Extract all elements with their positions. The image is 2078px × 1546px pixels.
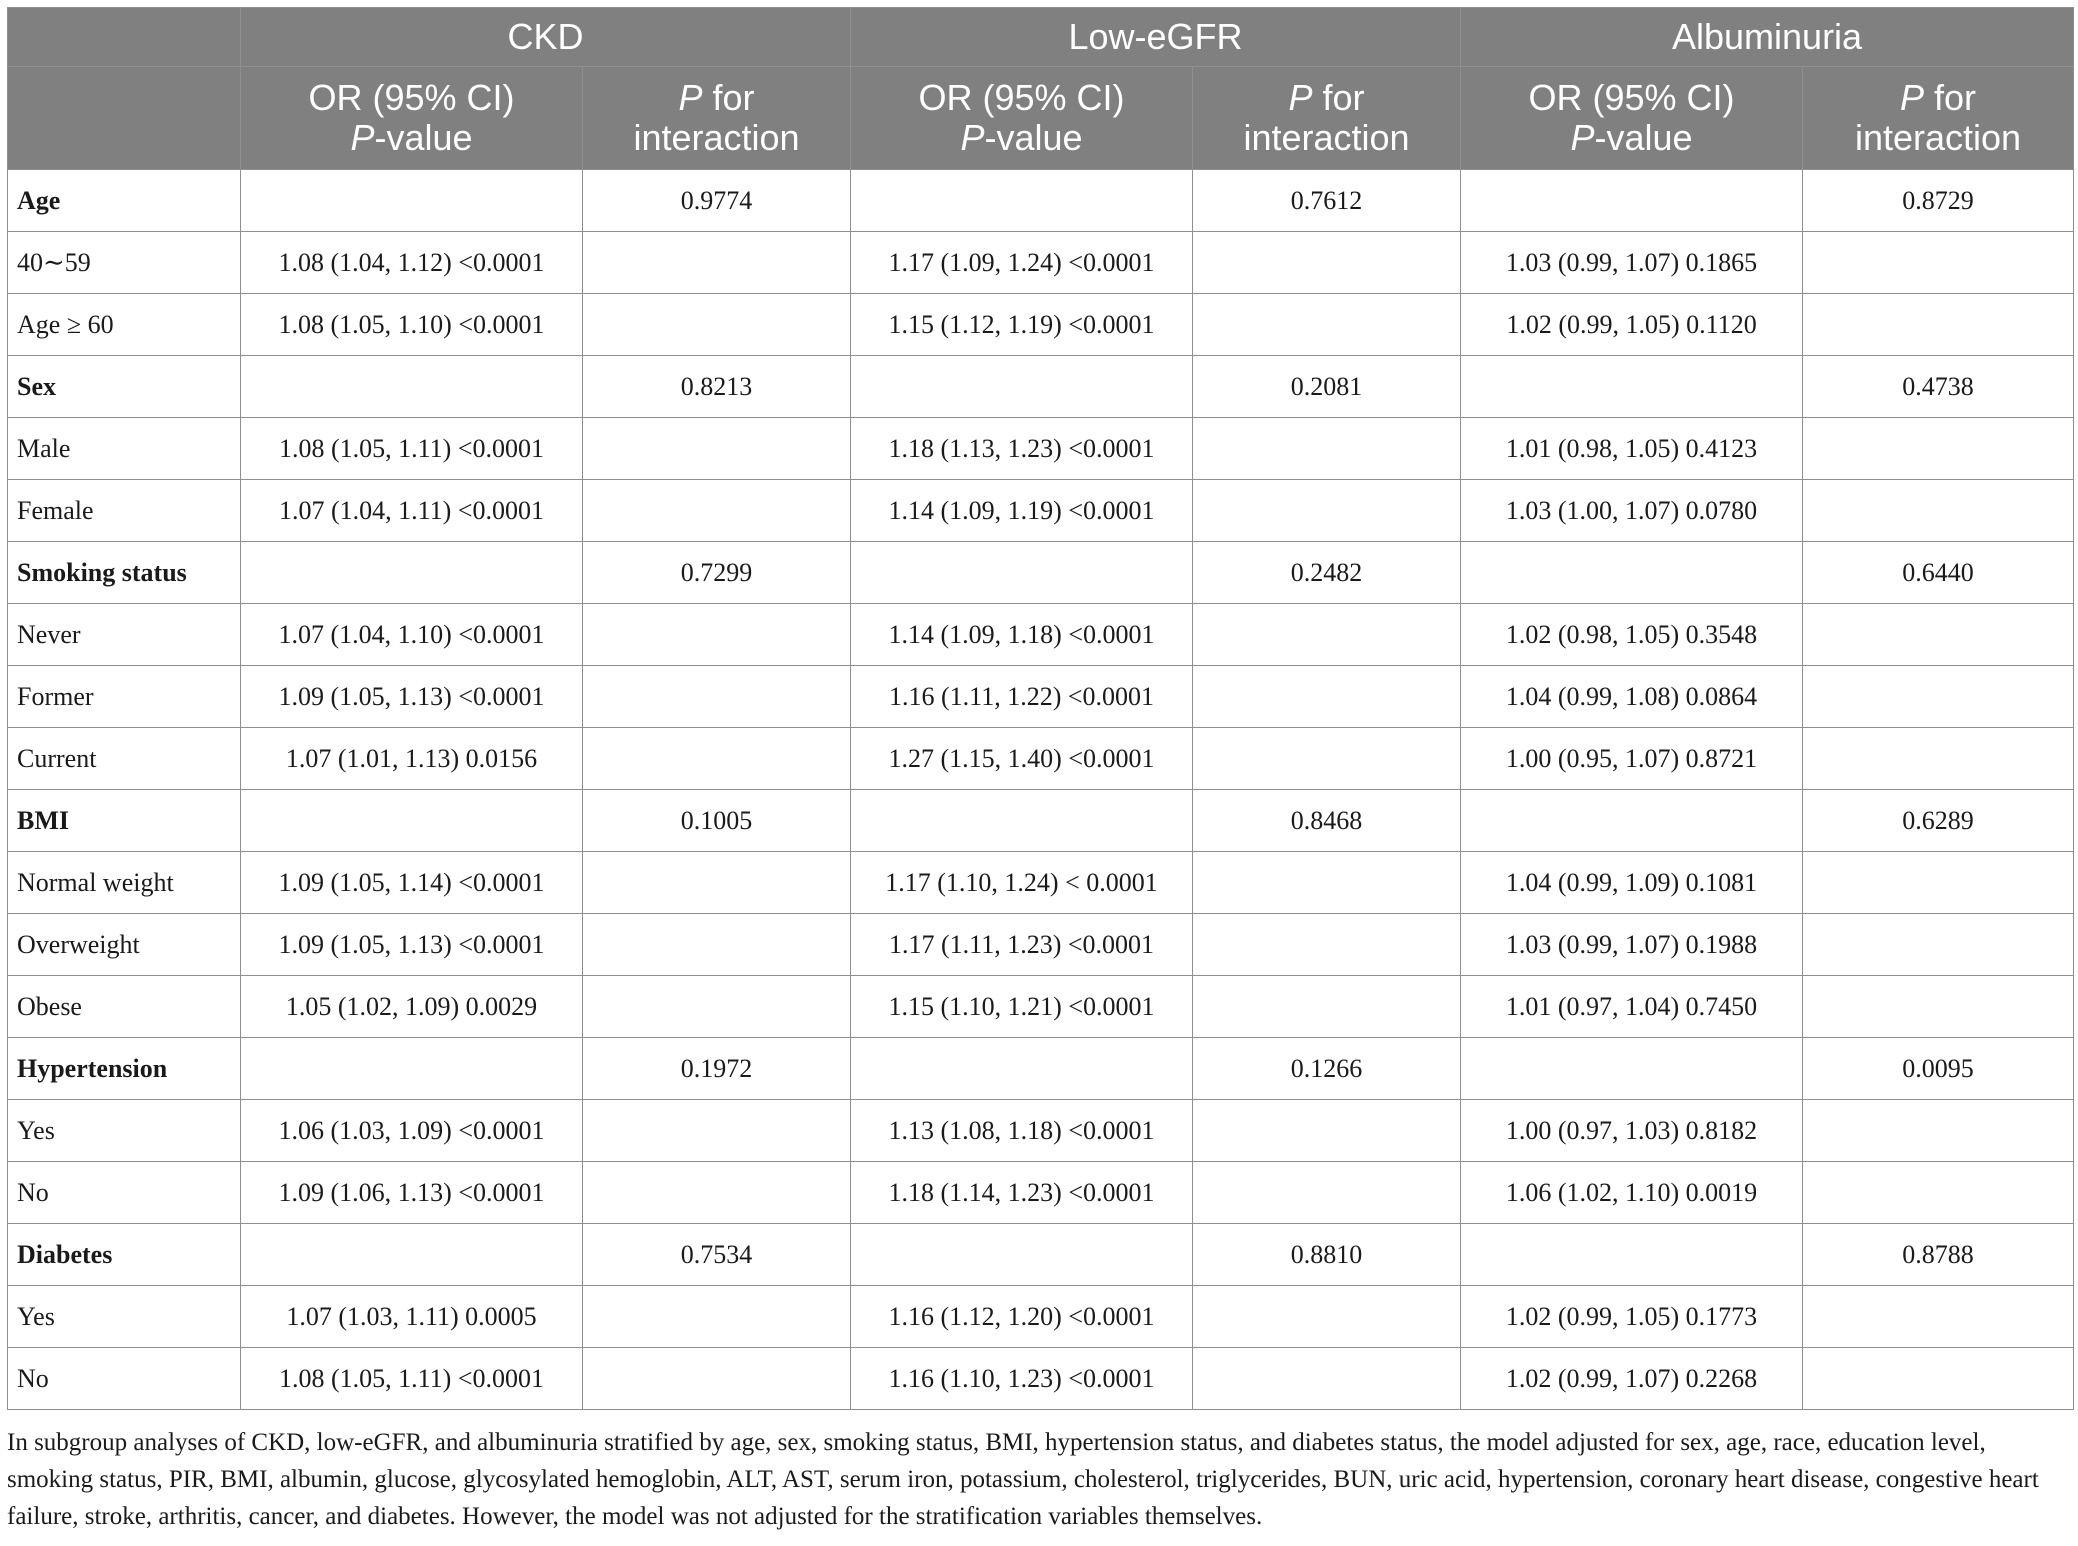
subgroup-analysis-table <box>7 7 2074 1410</box>
header-group-low-egfr: Low-eGFR <box>851 8 1461 67</box>
table-row <box>8 1100 2074 1162</box>
or-ci-cell: 1.07 (1.03, 1.11) 0.0005 <box>241 1286 583 1348</box>
header-pvalue-suffix: -value <box>374 117 473 158</box>
p-interaction-cell: 0.1972 <box>583 1038 851 1100</box>
or-ci-cell: 1.00 (0.95, 1.07) 0.8721 <box>1461 728 1803 790</box>
or-ci-cell <box>851 790 1193 852</box>
document-page <box>7 7 2073 1535</box>
p-interaction-cell: 0.8213 <box>583 356 851 418</box>
or-ci-cell: 1.18 (1.13, 1.23) <0.0001 <box>851 418 1193 480</box>
header-pvalue-suffix: -value <box>984 117 1083 158</box>
header-p-for: for <box>702 77 755 118</box>
p-interaction-cell: 0.0095 <box>1803 1038 2074 1100</box>
or-ci-cell: 1.02 (0.99, 1.07) 0.2268 <box>1461 1348 1803 1410</box>
header-p-interaction <box>1193 67 1461 170</box>
or-ci-cell: 1.17 (1.10, 1.24) < 0.0001 <box>851 852 1193 914</box>
table-row <box>8 418 2074 480</box>
or-ci-cell <box>851 542 1193 604</box>
or-ci-cell <box>851 1038 1193 1100</box>
p-interaction-cell: 0.2482 <box>1193 542 1461 604</box>
or-ci-cell: 1.01 (0.97, 1.04) 0.7450 <box>1461 976 1803 1038</box>
header-p-for: for <box>1924 77 1977 118</box>
p-interaction-cell: 0.7299 <box>583 542 851 604</box>
or-ci-cell <box>1461 1038 1803 1100</box>
subgroup-label: Overweight <box>8 914 241 976</box>
p-interaction-cell <box>1193 1286 1461 1348</box>
p-interaction-cell <box>1803 232 2074 294</box>
header-pvalue-suffix: -value <box>1594 117 1693 158</box>
p-interaction-cell <box>1193 418 1461 480</box>
p-interaction-cell: 0.9774 <box>583 170 851 232</box>
or-ci-cell: 1.05 (1.02, 1.09) 0.0029 <box>241 976 583 1038</box>
or-ci-cell: 1.07 (1.04, 1.10) <0.0001 <box>241 604 583 666</box>
header-p-letter: P <box>350 117 375 158</box>
p-interaction-cell: 0.8788 <box>1803 1224 2074 1286</box>
table-row <box>8 728 2074 790</box>
or-ci-cell <box>241 356 583 418</box>
or-ci-cell: 1.16 (1.10, 1.23) <0.0001 <box>851 1348 1193 1410</box>
p-interaction-cell <box>1193 232 1461 294</box>
or-ci-cell: 1.13 (1.08, 1.18) <0.0001 <box>851 1100 1193 1162</box>
p-interaction-cell: 0.8810 <box>1193 1224 1461 1286</box>
p-interaction-cell: 0.4738 <box>1803 356 2074 418</box>
or-ci-cell: 1.07 (1.01, 1.13) 0.0156 <box>241 728 583 790</box>
table-row <box>8 1162 2074 1224</box>
header-group-ckd: CKD <box>241 8 851 67</box>
table-row <box>8 480 2074 542</box>
p-interaction-cell <box>1803 852 2074 914</box>
or-ci-cell <box>241 1038 583 1100</box>
or-ci-cell: 1.06 (1.02, 1.10) 0.0019 <box>1461 1162 1803 1224</box>
table-row <box>8 1348 2074 1410</box>
subgroup-label: Current <box>8 728 241 790</box>
header-p-letter: P <box>960 117 985 158</box>
subgroup-label: Normal weight <box>8 852 241 914</box>
table-group-row <box>8 1224 2074 1286</box>
header-p-letter: P <box>1900 77 1925 118</box>
or-ci-cell: 1.04 (0.99, 1.09) 0.1081 <box>1461 852 1803 914</box>
p-interaction-cell: 0.2081 <box>1193 356 1461 418</box>
p-interaction-cell <box>1193 604 1461 666</box>
or-ci-cell <box>1461 542 1803 604</box>
p-interaction-cell <box>583 728 851 790</box>
header-or-line1: OR (95% CI) <box>918 77 1125 118</box>
header-p-for: for <box>1312 77 1365 118</box>
p-interaction-cell <box>583 852 851 914</box>
p-interaction-cell <box>1193 1100 1461 1162</box>
or-ci-cell: 1.09 (1.05, 1.13) <0.0001 <box>241 666 583 728</box>
p-interaction-cell <box>1803 666 2074 728</box>
p-interaction-cell <box>1803 480 2074 542</box>
or-ci-cell <box>851 356 1193 418</box>
table-row <box>8 1286 2074 1348</box>
table-row <box>8 232 2074 294</box>
subgroup-label: Never <box>8 604 241 666</box>
group-label: Diabetes <box>8 1224 241 1286</box>
subgroup-label: No <box>8 1162 241 1224</box>
subgroup-label: Obese <box>8 976 241 1038</box>
or-ci-cell: 1.03 (1.00, 1.07) 0.0780 <box>1461 480 1803 542</box>
header-or-ci <box>851 67 1193 170</box>
p-interaction-cell <box>1193 294 1461 356</box>
header-group-albuminuria: Albuminuria <box>1461 8 2074 67</box>
p-interaction-cell <box>583 232 851 294</box>
or-ci-cell <box>241 790 583 852</box>
header-corner-cell <box>8 8 241 67</box>
subgroup-label: 40∼59 <box>8 232 241 294</box>
or-ci-cell <box>241 542 583 604</box>
or-ci-cell: 1.06 (1.03, 1.09) <0.0001 <box>241 1100 583 1162</box>
or-ci-cell: 1.00 (0.97, 1.03) 0.8182 <box>1461 1100 1803 1162</box>
or-ci-cell: 1.08 (1.05, 1.10) <0.0001 <box>241 294 583 356</box>
or-ci-cell: 1.08 (1.04, 1.12) <0.0001 <box>241 232 583 294</box>
p-interaction-cell <box>583 1162 851 1224</box>
p-interaction-cell <box>583 1100 851 1162</box>
p-interaction-cell: 0.7534 <box>583 1224 851 1286</box>
p-interaction-cell <box>583 1348 851 1410</box>
subgroup-label: Yes <box>8 1286 241 1348</box>
p-interaction-cell: 0.8729 <box>1803 170 2074 232</box>
p-interaction-cell <box>583 480 851 542</box>
or-ci-cell <box>1461 170 1803 232</box>
p-interaction-cell <box>583 976 851 1038</box>
table-group-row <box>8 1038 2074 1100</box>
table-body <box>8 170 2074 1410</box>
header-or-ci <box>241 67 583 170</box>
p-interaction-cell <box>1193 976 1461 1038</box>
p-interaction-cell <box>583 418 851 480</box>
or-ci-cell: 1.17 (1.11, 1.23) <0.0001 <box>851 914 1193 976</box>
or-ci-cell: 1.16 (1.12, 1.20) <0.0001 <box>851 1286 1193 1348</box>
or-ci-cell: 1.16 (1.11, 1.22) <0.0001 <box>851 666 1193 728</box>
p-interaction-cell <box>583 914 851 976</box>
p-interaction-cell <box>1193 480 1461 542</box>
p-interaction-cell: 0.1266 <box>1193 1038 1461 1100</box>
or-ci-cell <box>241 170 583 232</box>
table-row <box>8 294 2074 356</box>
p-interaction-cell <box>583 666 851 728</box>
header-p-interaction <box>583 67 851 170</box>
or-ci-cell: 1.17 (1.09, 1.24) <0.0001 <box>851 232 1193 294</box>
or-ci-cell <box>241 1224 583 1286</box>
p-interaction-cell <box>1193 1348 1461 1410</box>
header-p-letter: P <box>1570 117 1595 158</box>
or-ci-cell: 1.15 (1.12, 1.19) <0.0001 <box>851 294 1193 356</box>
group-label: Age <box>8 170 241 232</box>
header-p-interaction <box>1803 67 2074 170</box>
header-or-ci <box>1461 67 1803 170</box>
p-interaction-cell <box>1803 1348 2074 1410</box>
or-ci-cell: 1.09 (1.05, 1.14) <0.0001 <box>241 852 583 914</box>
table-footnote: In subgroup analyses of CKD, low-eGFR, and albuminuria stratified by age, sex, smoking status, BMI, hypertension status, and diabetes status, the model adjusted for sex, age, race, education level, smoking status, PIR, BMI, albumin, glucose, glycosylated hemoglobin, ALT, AST, serum iron, potassium, cholesterol, triglycerides, BUN, uric acid, hypertension, coronary heart disease, congestive heart failure, stroke, arthritis, cancer, and diabetes. However, the model was not adjusted for the stratification variables themselves. <box>7 1429 2039 1530</box>
table-row <box>8 666 2074 728</box>
header-or-line1: OR (95% CI) <box>1528 77 1735 118</box>
p-interaction-cell <box>1803 1286 2074 1348</box>
or-ci-cell: 1.02 (0.99, 1.05) 0.1773 <box>1461 1286 1803 1348</box>
p-interaction-cell <box>1193 1162 1461 1224</box>
or-ci-cell: 1.15 (1.10, 1.21) <0.0001 <box>851 976 1193 1038</box>
p-interaction-cell: 0.6289 <box>1803 790 2074 852</box>
header-p-letter: P <box>1288 77 1313 118</box>
or-ci-cell <box>1461 1224 1803 1286</box>
p-interaction-cell: 0.8468 <box>1193 790 1461 852</box>
subgroup-label: Female <box>8 480 241 542</box>
p-interaction-cell: 0.7612 <box>1193 170 1461 232</box>
header-subcorner-cell <box>8 67 241 170</box>
p-interaction-cell <box>1193 914 1461 976</box>
p-interaction-cell <box>1803 728 2074 790</box>
table-row <box>8 852 2074 914</box>
subgroup-label: Yes <box>8 1100 241 1162</box>
p-interaction-cell <box>1803 1162 2074 1224</box>
p-interaction-cell <box>1803 1100 2074 1162</box>
table-row <box>8 914 2074 976</box>
p-interaction-cell <box>1803 976 2074 1038</box>
p-interaction-cell <box>1193 852 1461 914</box>
p-interaction-cell <box>583 1286 851 1348</box>
header-interaction-word: interaction <box>1243 117 1410 158</box>
header-interaction-word: interaction <box>633 117 800 158</box>
p-interaction-cell <box>1803 604 2074 666</box>
p-interaction-cell <box>583 604 851 666</box>
p-interaction-cell <box>1803 914 2074 976</box>
p-interaction-cell <box>1803 294 2074 356</box>
or-ci-cell <box>1461 790 1803 852</box>
subgroup-label: No <box>8 1348 241 1410</box>
group-label: Sex <box>8 356 241 418</box>
or-ci-cell: 1.01 (0.98, 1.05) 0.4123 <box>1461 418 1803 480</box>
group-label: Smoking status <box>8 542 241 604</box>
or-ci-cell <box>851 1224 1193 1286</box>
or-ci-cell <box>1461 356 1803 418</box>
or-ci-cell: 1.09 (1.05, 1.13) <0.0001 <box>241 914 583 976</box>
header-or-line1: OR (95% CI) <box>308 77 515 118</box>
or-ci-cell <box>851 170 1193 232</box>
subgroup-label: Male <box>8 418 241 480</box>
table-header <box>8 8 2074 170</box>
or-ci-cell: 1.07 (1.04, 1.11) <0.0001 <box>241 480 583 542</box>
or-ci-cell: 1.03 (0.99, 1.07) 0.1988 <box>1461 914 1803 976</box>
group-label: Hypertension <box>8 1038 241 1100</box>
header-row-groups <box>8 8 2074 67</box>
or-ci-cell: 1.09 (1.06, 1.13) <0.0001 <box>241 1162 583 1224</box>
p-interaction-cell <box>1803 418 2074 480</box>
or-ci-cell: 1.02 (0.98, 1.05) 0.3548 <box>1461 604 1803 666</box>
table-group-row <box>8 356 2074 418</box>
table-group-row <box>8 542 2074 604</box>
p-interaction-cell <box>1193 666 1461 728</box>
header-row-columns <box>8 67 2074 170</box>
p-interaction-cell <box>583 294 851 356</box>
or-ci-cell: 1.03 (0.99, 1.07) 0.1865 <box>1461 232 1803 294</box>
or-ci-cell: 1.08 (1.05, 1.11) <0.0001 <box>241 1348 583 1410</box>
table-group-row <box>8 170 2074 232</box>
or-ci-cell: 1.18 (1.14, 1.23) <0.0001 <box>851 1162 1193 1224</box>
header-p-letter: P <box>678 77 703 118</box>
subgroup-label: Age ≥ 60 <box>8 294 241 356</box>
p-interaction-cell <box>1193 728 1461 790</box>
table-row <box>8 604 2074 666</box>
or-ci-cell: 1.04 (0.99, 1.08) 0.0864 <box>1461 666 1803 728</box>
or-ci-cell: 1.27 (1.15, 1.40) <0.0001 <box>851 728 1193 790</box>
p-interaction-cell: 0.1005 <box>583 790 851 852</box>
header-interaction-word: interaction <box>1854 117 2022 158</box>
group-label: BMI <box>8 790 241 852</box>
subgroup-label: Former <box>8 666 241 728</box>
table-row <box>8 976 2074 1038</box>
or-ci-cell: 1.14 (1.09, 1.18) <0.0001 <box>851 604 1193 666</box>
or-ci-cell: 1.14 (1.09, 1.19) <0.0001 <box>851 480 1193 542</box>
table-group-row <box>8 790 2074 852</box>
or-ci-cell: 1.08 (1.05, 1.11) <0.0001 <box>241 418 583 480</box>
or-ci-cell: 1.02 (0.99, 1.05) 0.1120 <box>1461 294 1803 356</box>
p-interaction-cell: 0.6440 <box>1803 542 2074 604</box>
